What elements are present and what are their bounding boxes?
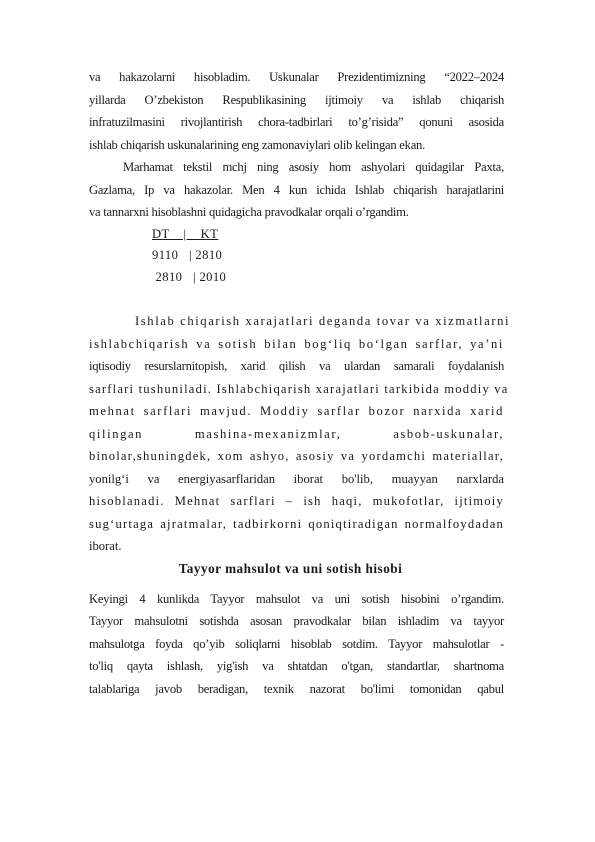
text-line: infratuzilmasini rivojlantirish chora-tadbirlari to’g’risida” qonuni asosida	[89, 115, 504, 129]
document-page	[89, 66, 511, 700]
ledger-row: 9110 | 2810	[152, 248, 223, 262]
text-line: iborat.	[89, 539, 122, 553]
text-line: Tayyor mahsulotni sotishda asosan pravodkalar bilan ishladim va tayyor	[89, 614, 504, 628]
text-line: va tannarxni hisoblashni quidagicha pravodkalar orqali o’rgandim.	[89, 205, 409, 219]
text-line: mahsulotga foyda qo’yib soliqlarni hisoblab sotdim. Tayyor mahsulotlar -	[89, 636, 504, 651]
text-line: sarflari tushuniladi. Ishlabchiqarish xarajatlari tarkibida moddiy va	[89, 381, 509, 396]
paragraph-finished-goods	[89, 588, 504, 701]
text-line: qilingan mashina-mexanizmlar, asbob-uskunalar,	[89, 426, 504, 441]
text-line: Gazlama, Ip va hakazolar. Men 4 kun ichida Ishlab chiqarish harajatlarini	[89, 182, 504, 197]
paragraph-raw-materials	[89, 156, 504, 224]
text-line: yillarda O’zbekiston Respublikasining ijtimoiy va ishlab chiqarish	[89, 92, 504, 107]
ledger-row: 2810 | 2010	[152, 269, 227, 284]
text-line: mehnat sarflari mavjud. Moddiy sarflar bozor narxida xarid	[89, 404, 504, 418]
text-line: sug‘urtaga ajratmalar, tadbirkorni qoniqtiradigan normalfoydadan	[89, 516, 504, 531]
text-line: iqtisodiy resurslarnitopish, xarid qilish va ulardan samarali foydalanish	[89, 359, 504, 373]
spacer	[89, 288, 504, 310]
section-heading: Tayyor mahsulot va uni sotish hisobi	[178, 560, 403, 576]
text-line: talablariga javob beradigan, texnik nazorat bo'limi tomonidan qabul	[89, 681, 504, 696]
text-line: va hakazolarni hisobladim. Uskunalar Prezidentimizning “2022–2024	[89, 70, 504, 84]
text-line: Marhamat tekstil mchj ning asosiy hom ashyolari quidagilar Paxta,	[123, 160, 504, 174]
paragraph-equipment	[89, 66, 504, 156]
text-line: binolar,shuningdek, xom ashyo, asosiy va yordamchi materiallar,	[89, 449, 504, 463]
ledger-header: DT | KT	[152, 226, 219, 241]
text-line: Keyingi 4 kunlikda Tayyor mahsulot va uni sotish hisobini o’rgandim.	[89, 591, 504, 606]
ledger-entries	[152, 224, 292, 289]
text-line: ishlab chiqarish uskunalarining eng zamonaviylari olib kelingan ekan.	[89, 137, 425, 152]
text-line: ishlabchiqarish va sotish bilan bog‘liq bo‘lgan sarflar, ya’ni	[89, 336, 504, 351]
text-line: Ishlab chiqarish xarajatlari deganda tovar va xizmatlarni	[135, 314, 511, 328]
text-line: yonilg‘i va energiyasarflaridan iborat bo'lib, muayyan narxlarda	[89, 471, 504, 486]
text-line: to'liq qayta ishlash, yig'ish va shtatdan o'tgan, standartlar, shartnoma	[89, 659, 504, 673]
paragraph-production-costs	[89, 310, 511, 558]
text-line: hisoblanadi. Mehnat sarflari – ish haqi, mukofotlar, ijtimoiy	[89, 494, 504, 508]
